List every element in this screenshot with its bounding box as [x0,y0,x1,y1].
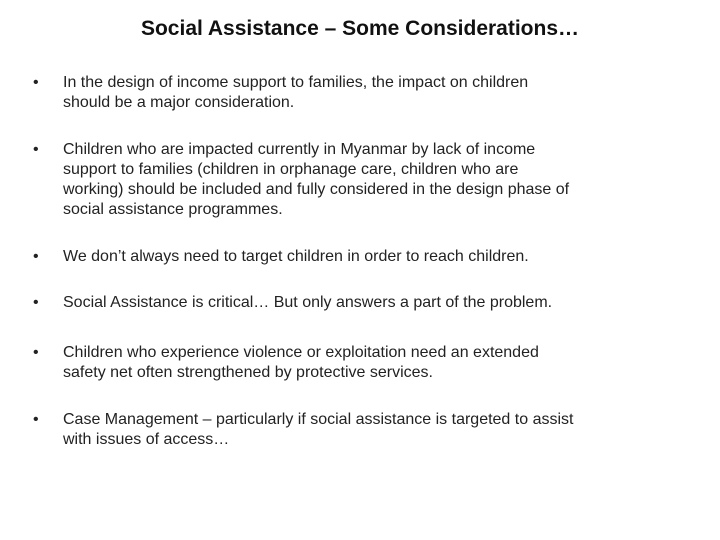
bullet-point-icon: • [33,141,39,158]
bullet-point-icon: • [33,411,39,428]
bullet-item [33,410,653,450]
bullet-point-icon: • [33,344,39,361]
slide-title: Social Assistance – Some Considerations… [140,17,580,40]
bullet-point-icon: • [33,74,39,91]
bullet-text: We don’t always need to target children in order to reach children. [63,248,529,265]
bullet-item [33,343,653,383]
bullet-item [33,293,653,313]
bullet-point-icon: • [33,294,39,311]
bullet-item [33,247,653,267]
bullet-text: In the design of income support to families, the impact on children should be a major consideration. [63,74,529,111]
bullet-item [33,140,653,220]
bullet-text: Children who are impacted currently in Myanmar by lack of income support to families (children in orphanage care, children who are working) should be included and fully considered in the design phase of social assistance programmes. [63,141,570,218]
bullet-point-icon: • [33,248,39,265]
bullet-text: Social Assistance is critical… But only answers a part of the problem. [63,294,553,311]
bullet-text: Case Management – particularly if social assistance is targeted to assist with issues of access… [63,411,574,448]
bullet-text: Children who experience violence or exploitation need an extended safety net often strengthened by protective services. [63,344,539,381]
bullet-item [33,73,653,113]
